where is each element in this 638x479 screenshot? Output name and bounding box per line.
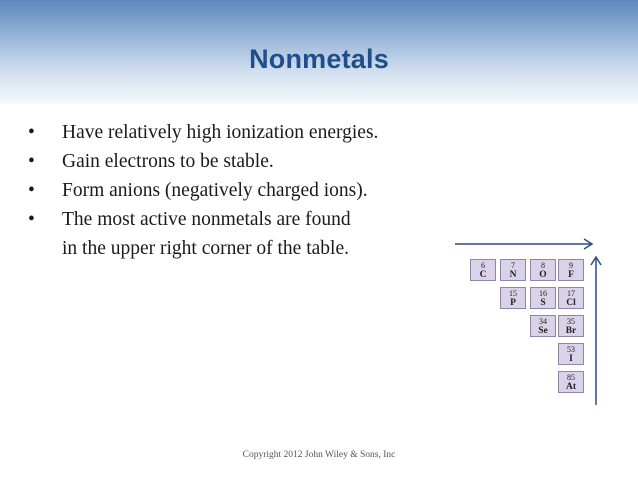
element-symbol: F (568, 270, 574, 280)
atomic-number: 8 (541, 261, 545, 270)
slide-title: Nonmetals (249, 44, 389, 74)
bullet-text: Form anions (negatively charged ions). (62, 180, 368, 201)
atomic-number: 6 (481, 261, 485, 270)
bullet-marker: • (28, 209, 35, 230)
bullet-marker: • (28, 122, 35, 143)
copyright-footer: Copyright 2012 John Wiley & Sons, Inc (242, 450, 396, 460)
element-symbol: P (510, 298, 516, 308)
element-symbol: At (565, 382, 577, 392)
bullet-text: Gain electrons to be stable. (62, 151, 274, 172)
arrow-up-icon (591, 257, 601, 405)
atomic-number: 7 (511, 261, 515, 270)
atomic-number: 53 (567, 345, 575, 354)
atomic-number: 17 (567, 289, 575, 298)
element-symbol: I (569, 354, 573, 364)
bullet-text: The most active nonmetals are found (62, 209, 351, 230)
element-symbol: O (539, 270, 547, 280)
element-symbol: S (540, 298, 546, 308)
element-symbol: C (479, 270, 487, 280)
element-symbol: Cl (566, 298, 576, 308)
atomic-number: 15 (509, 289, 517, 298)
bullet-marker: • (28, 151, 35, 172)
atomic-number: 35 (567, 317, 575, 326)
atomic-number: 85 (567, 373, 575, 382)
arrow-right-icon (455, 239, 592, 249)
bullet-text-continuation: in the upper right corner of the table. (62, 238, 349, 259)
element-symbol: N (509, 270, 517, 280)
atomic-number: 16 (539, 289, 547, 298)
element-symbol: Se (538, 326, 548, 336)
bullet-text: Have relatively high ionization energies. (62, 122, 379, 143)
element-symbol: Br (565, 326, 577, 336)
atomic-number: 9 (569, 261, 573, 270)
atomic-number: 34 (539, 317, 547, 326)
bullet-marker: • (28, 180, 35, 201)
